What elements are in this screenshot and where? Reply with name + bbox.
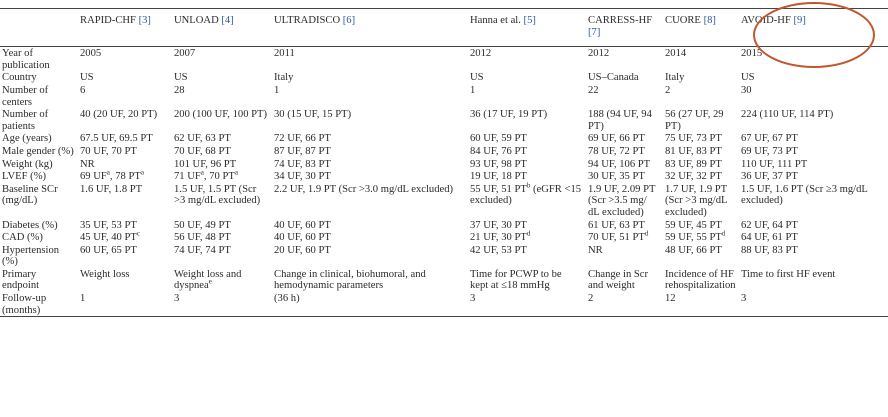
column-header: [662, 9, 738, 47]
row-label: CAD (%): [2, 232, 43, 244]
table-cell: [585, 183, 662, 219]
cell-text: 37 UF, 30 PT: [470, 219, 527, 231]
cell-text: 88 UF, 83 PT: [741, 244, 798, 256]
table-cell: [77, 268, 171, 292]
table-cell: [585, 268, 662, 292]
cell-text: 12: [665, 293, 676, 305]
table-cell: [467, 71, 585, 84]
cell-text: 56 UF, 48 PT: [174, 232, 231, 244]
cell-text: 93 UF, 98 PT: [470, 158, 527, 170]
row-label: Country: [2, 72, 37, 84]
reference-link[interactable]: [7]: [588, 26, 601, 38]
cell-text: Italy: [665, 72, 685, 84]
table-cell: [271, 145, 467, 158]
cell-text: , 70 PT: [203, 171, 235, 183]
table-cell: [738, 244, 888, 268]
row-label: Weight (kg): [2, 158, 53, 170]
table-row: [0, 268, 888, 292]
cell-text: 64 UF, 61 PT: [741, 232, 798, 244]
reference-link[interactable]: [8]: [703, 15, 716, 26]
table-cell: [585, 292, 662, 317]
cell-text: 224 (110 UF, 114 PT): [741, 109, 834, 121]
table-cell: [662, 145, 738, 158]
table-cell: [467, 47, 585, 72]
table-cell: [77, 292, 171, 317]
column-header: [467, 9, 585, 47]
table-row: [0, 231, 888, 244]
cell-text: 36 (17 UF, 19 PT): [470, 109, 548, 121]
cell-text: 40 UF, 60 PT: [274, 232, 331, 244]
table-cell: [662, 47, 738, 72]
cell-text: 78 UF, 72 PT: [588, 145, 645, 157]
cell-text: 3: [470, 293, 476, 305]
cell-text: 40 UF, 60 PT: [274, 219, 331, 231]
table-cell: [77, 145, 171, 158]
cell-text: NR: [80, 158, 95, 170]
table-cell: [738, 108, 888, 132]
trial-name: RAPID-CHF: [80, 15, 136, 26]
table-cell: [662, 231, 738, 244]
cell-text: 3: [741, 293, 747, 305]
cell-text: 1: [274, 84, 280, 96]
table-cell: [738, 158, 888, 171]
table-cell: [467, 244, 585, 268]
cell-text: US–Canada: [588, 72, 639, 84]
table-row: [0, 219, 888, 232]
table-cell: [271, 108, 467, 132]
trial-name: CUORE: [665, 15, 701, 26]
cell-text: US: [174, 72, 188, 84]
cell-text: 1.5 UF, 1.5 PT (Scr >3 mg/dL excluded): [174, 183, 261, 207]
cell-text: Change in Scr and weight: [588, 268, 649, 292]
table-cell: [171, 158, 271, 171]
cell-text: Change in clinical, biohumoral, and hemodynamic parameters: [274, 268, 426, 292]
table-row: [0, 84, 888, 108]
table-cell: [77, 183, 171, 219]
column-header: [77, 9, 171, 47]
cell-text: 2012: [588, 48, 610, 60]
table-cell: [585, 158, 662, 171]
table-cell: [467, 158, 585, 171]
table-cell: [662, 170, 738, 183]
table-cell: [171, 108, 271, 132]
table-cell: [171, 292, 271, 317]
table-cell: [271, 47, 467, 72]
table-cell: [271, 183, 467, 219]
cell-text: 45 UF, 40 PT: [80, 232, 137, 244]
cell-text: 101 UF, 96 PT: [174, 158, 237, 170]
table-cell: [77, 158, 171, 171]
cell-text: 20 UF, 60 PT: [274, 244, 331, 256]
cell-text: 75 UF, 73 PT: [665, 133, 722, 145]
table-cell: [171, 219, 271, 232]
cell-text: 74 UF, 74 PT: [174, 244, 231, 256]
table-row: [0, 108, 888, 132]
table-cell: [271, 84, 467, 108]
cell-text: 62 UF, 64 PT: [741, 219, 798, 231]
reference-link[interactable]: [6]: [342, 15, 356, 26]
table-cell: [662, 158, 738, 171]
table-cell: [271, 292, 467, 317]
cell-text: 62 UF, 63 PT: [174, 133, 231, 145]
table-cell: [77, 47, 171, 72]
table-cell: [77, 84, 171, 108]
table-cell: [171, 170, 271, 183]
table-cell: [77, 231, 171, 244]
cell-text: , 78 PT: [109, 171, 141, 183]
table-cell: [738, 132, 888, 145]
row-label: LVEF (%): [2, 171, 47, 183]
table-cell: [738, 71, 888, 84]
cell-text: 1.9 UF, 2.09 PT (Scr >3.5 mg/ dL excluded): [588, 183, 656, 218]
table-cell: [585, 84, 662, 108]
table-cell: [77, 170, 171, 183]
cell-text: 60 UF, 59 PT: [470, 133, 527, 145]
cell-text: Weight loss and dyspnea: [174, 268, 242, 292]
table-cell: [738, 219, 888, 232]
cell-text: 81 UF, 83 PT: [665, 145, 722, 157]
table-cell: [738, 292, 888, 317]
reference-link[interactable]: [5]: [523, 15, 536, 26]
cell-text: 30: [741, 84, 752, 96]
cell-text: 1: [470, 84, 476, 96]
table-cell: [171, 183, 271, 219]
table-cell: [585, 231, 662, 244]
cell-text: 70 UF, 70 PT: [80, 145, 137, 157]
trial-name: ULTRADISCO: [274, 15, 341, 26]
cell-text: 30 (15 UF, 15 PT): [274, 109, 352, 121]
table-cell: [662, 108, 738, 132]
row-label: Hypertension (%): [2, 244, 60, 268]
cell-text: 72 UF, 66 PT: [274, 133, 331, 145]
table-cell: [271, 170, 467, 183]
row-label: Follow-up (months): [0, 292, 77, 317]
table-cell: [738, 268, 888, 292]
table-cell: [662, 268, 738, 292]
table-cell: [662, 219, 738, 232]
table-row: [0, 244, 888, 268]
footnote-marker: d: [526, 229, 531, 238]
table-cell: [467, 183, 585, 219]
cell-text: 60 UF, 65 PT: [80, 244, 137, 256]
table-cell: [171, 47, 271, 72]
footnote-marker: a: [140, 168, 144, 177]
footnote-marker: a: [106, 168, 110, 177]
cell-text: 1.5 UF, 1.6 PT (Scr ≥3 mg/dL excluded): [741, 183, 868, 207]
cell-text: 84 UF, 76 PT: [470, 145, 527, 157]
cell-text: 94 UF, 106 PT: [588, 158, 651, 170]
table-cell: [738, 170, 888, 183]
table-cell: [662, 244, 738, 268]
cell-text: 55 UF, 51 PT: [470, 183, 527, 195]
column-header: [271, 9, 467, 47]
cell-text: Time to first HF event: [741, 268, 836, 280]
cell-text: 67 UF, 67 PT: [741, 133, 798, 145]
trial-name: UNLOAD: [174, 15, 219, 26]
table-row: [0, 170, 888, 183]
footnote-marker: d: [721, 229, 726, 238]
cell-text: 22: [588, 84, 599, 96]
cell-text: 28: [174, 84, 185, 96]
cell-text: 188 (94 UF, 94 PT): [588, 109, 652, 132]
trial-name: AVOID-HF: [741, 15, 791, 26]
cell-text: (eGFR <15 excluded): [470, 183, 582, 207]
table-cell: [271, 231, 467, 244]
footnote-marker: d: [644, 229, 649, 238]
cell-text: 19 UF, 18 PT: [470, 171, 527, 183]
cell-text: 69 UF, 73 PT: [741, 145, 798, 157]
cell-text: 1: [80, 293, 86, 305]
table-row: [0, 158, 888, 171]
cell-text: Weight loss: [80, 268, 130, 280]
table-cell: [585, 219, 662, 232]
cell-text: (36 h): [274, 293, 300, 305]
cell-text: 56 (27 UF, 29 PT): [665, 109, 724, 132]
cell-text: Time for PCWP to be kept at ≤18 mmHg: [470, 268, 562, 292]
table-cell: [171, 132, 271, 145]
row-label: Baseline SCr (mg/dL): [2, 183, 58, 207]
footnote-marker: a: [200, 168, 204, 177]
table-cell: [585, 47, 662, 72]
cell-text: 35 UF, 53 PT: [80, 219, 137, 231]
cell-text: 67.5 UF, 69.5 PT: [80, 133, 153, 145]
table-cell: [77, 132, 171, 145]
cell-text: US: [741, 72, 755, 84]
cell-text: NR: [588, 244, 603, 256]
cell-text: 30 UF, 35 PT: [588, 171, 645, 183]
table-cell: [271, 268, 467, 292]
cell-text: 59 UF, 45 PT: [665, 219, 722, 231]
cell-text: 2: [665, 84, 671, 96]
table-cell: [662, 132, 738, 145]
cell-text: 42 UF, 53 PT: [470, 244, 527, 256]
cell-text: 48 UF, 66 PT: [665, 244, 722, 256]
reference-link[interactable]: [9]: [793, 15, 806, 26]
cell-text: 3: [174, 293, 180, 305]
table-cell: [271, 71, 467, 84]
table-cell: [738, 183, 888, 219]
table-row: [0, 145, 888, 158]
row-label: Primary endpoint: [2, 268, 40, 292]
footnote-marker: c: [136, 229, 140, 238]
cell-text: 110 UF, 111 PT: [741, 158, 808, 170]
row-label: Diabetes (%): [2, 219, 58, 231]
row-label: Age (years): [2, 133, 52, 145]
cell-text: 2.2 UF, 1.9 PT (Scr >3.0 mg/dL excluded): [274, 183, 454, 195]
table-cell: [271, 219, 467, 232]
cell-text: 32 UF, 32 PT: [665, 171, 722, 183]
cell-text: 2014: [665, 48, 687, 60]
column-header: [585, 9, 662, 47]
table-cell: [585, 132, 662, 145]
footnote-marker: a: [234, 168, 238, 177]
cell-text: 83 UF, 89 PT: [665, 158, 722, 170]
table-cell: [77, 244, 171, 268]
row-label: Number of patients: [2, 109, 49, 132]
cell-text: 40 (20 UF, 20 PT): [80, 109, 158, 121]
cell-text: 2: [588, 293, 594, 305]
trial-name: Hanna et al.: [470, 15, 521, 26]
trial-name: CARRESS-HF: [588, 15, 653, 26]
table-cell: [738, 84, 888, 108]
table-cell: [585, 145, 662, 158]
cell-text: 2012: [470, 48, 492, 60]
table-cell: [662, 71, 738, 84]
table-row: [0, 183, 888, 219]
table-cell: [171, 268, 271, 292]
table-row: [0, 71, 888, 84]
header-corner: [0, 9, 77, 47]
reference-link[interactable]: [4]: [221, 15, 234, 26]
table-cell: [467, 108, 585, 132]
highlight-circle: [753, 2, 875, 68]
cell-text: 69 UF: [80, 171, 107, 183]
cell-text: 2011: [274, 48, 295, 60]
cell-text: 74 UF, 83 PT: [274, 158, 331, 170]
table-cell: [585, 170, 662, 183]
table-cell: [467, 292, 585, 317]
table-cell: [77, 108, 171, 132]
reference-link[interactable]: [3]: [138, 15, 151, 26]
row-label: Year of publication: [2, 48, 50, 71]
cell-text: 71 UF: [174, 171, 201, 183]
cell-text: US: [80, 72, 94, 84]
table-cell: [738, 231, 888, 244]
cell-text: Incidence of HF rehospitalization: [665, 268, 736, 292]
table-cell: [467, 84, 585, 108]
table-cell: [662, 84, 738, 108]
footnote-marker: e: [208, 277, 212, 286]
table-row: [0, 132, 888, 145]
cell-text: 59 UF, 55 PT: [665, 232, 722, 244]
table-cell: [585, 244, 662, 268]
table-body: [0, 47, 888, 317]
cell-text: 2007: [174, 48, 196, 60]
table-cell: [467, 132, 585, 145]
table-cell: [77, 71, 171, 84]
cell-text: 70 UF, 68 PT: [174, 145, 231, 157]
table-cell: [738, 145, 888, 158]
table-cell: [585, 71, 662, 84]
cell-text: US: [470, 72, 484, 84]
cell-text: 21 UF, 30 PT: [470, 232, 527, 244]
cell-text: 87 UF, 87 PT: [274, 145, 331, 157]
table-row: [0, 292, 888, 317]
table-cell: [467, 231, 585, 244]
table-cell: [271, 158, 467, 171]
table-cell: [271, 244, 467, 268]
table-cell: [171, 231, 271, 244]
cell-text: 34 UF, 30 PT: [274, 171, 331, 183]
cell-text: 6: [80, 84, 86, 96]
table-cell: [77, 219, 171, 232]
table-cell: [662, 292, 738, 317]
cell-text: 50 UF, 49 PT: [174, 219, 231, 231]
table-cell: [171, 71, 271, 84]
cell-text: 70 UF, 51 PT: [588, 232, 645, 244]
table-cell: [585, 108, 662, 132]
cell-text: 1.6 UF, 1.8 PT: [80, 183, 143, 195]
cell-text: 1.7 UF, 1.9 PT (Scr >3 mg/dL excluded): [665, 183, 728, 218]
table-cell: [271, 132, 467, 145]
cell-text: 36 UF, 37 PT: [741, 171, 798, 183]
cell-text: 2005: [80, 48, 102, 60]
cell-text: Italy: [274, 72, 294, 84]
row-label: Number of centers: [2, 84, 49, 108]
table-cell: [662, 183, 738, 219]
table-cell: [467, 268, 585, 292]
cell-text: 61 UF, 63 PT: [588, 219, 645, 231]
cell-text: 200 (100 UF, 100 PT): [174, 109, 268, 121]
table-cell: [171, 84, 271, 108]
cell-text: 69 UF, 66 PT: [588, 133, 645, 145]
cell-text: 2015: [741, 48, 763, 60]
trials-comparison-table: [0, 8, 888, 317]
footnote-marker: b: [526, 181, 531, 190]
table-cell: [171, 145, 271, 158]
column-header: [171, 9, 271, 47]
table-cell: [467, 145, 585, 158]
table-row: [0, 47, 888, 72]
table-cell: [171, 244, 271, 268]
row-label: Male gender (%): [2, 145, 74, 157]
